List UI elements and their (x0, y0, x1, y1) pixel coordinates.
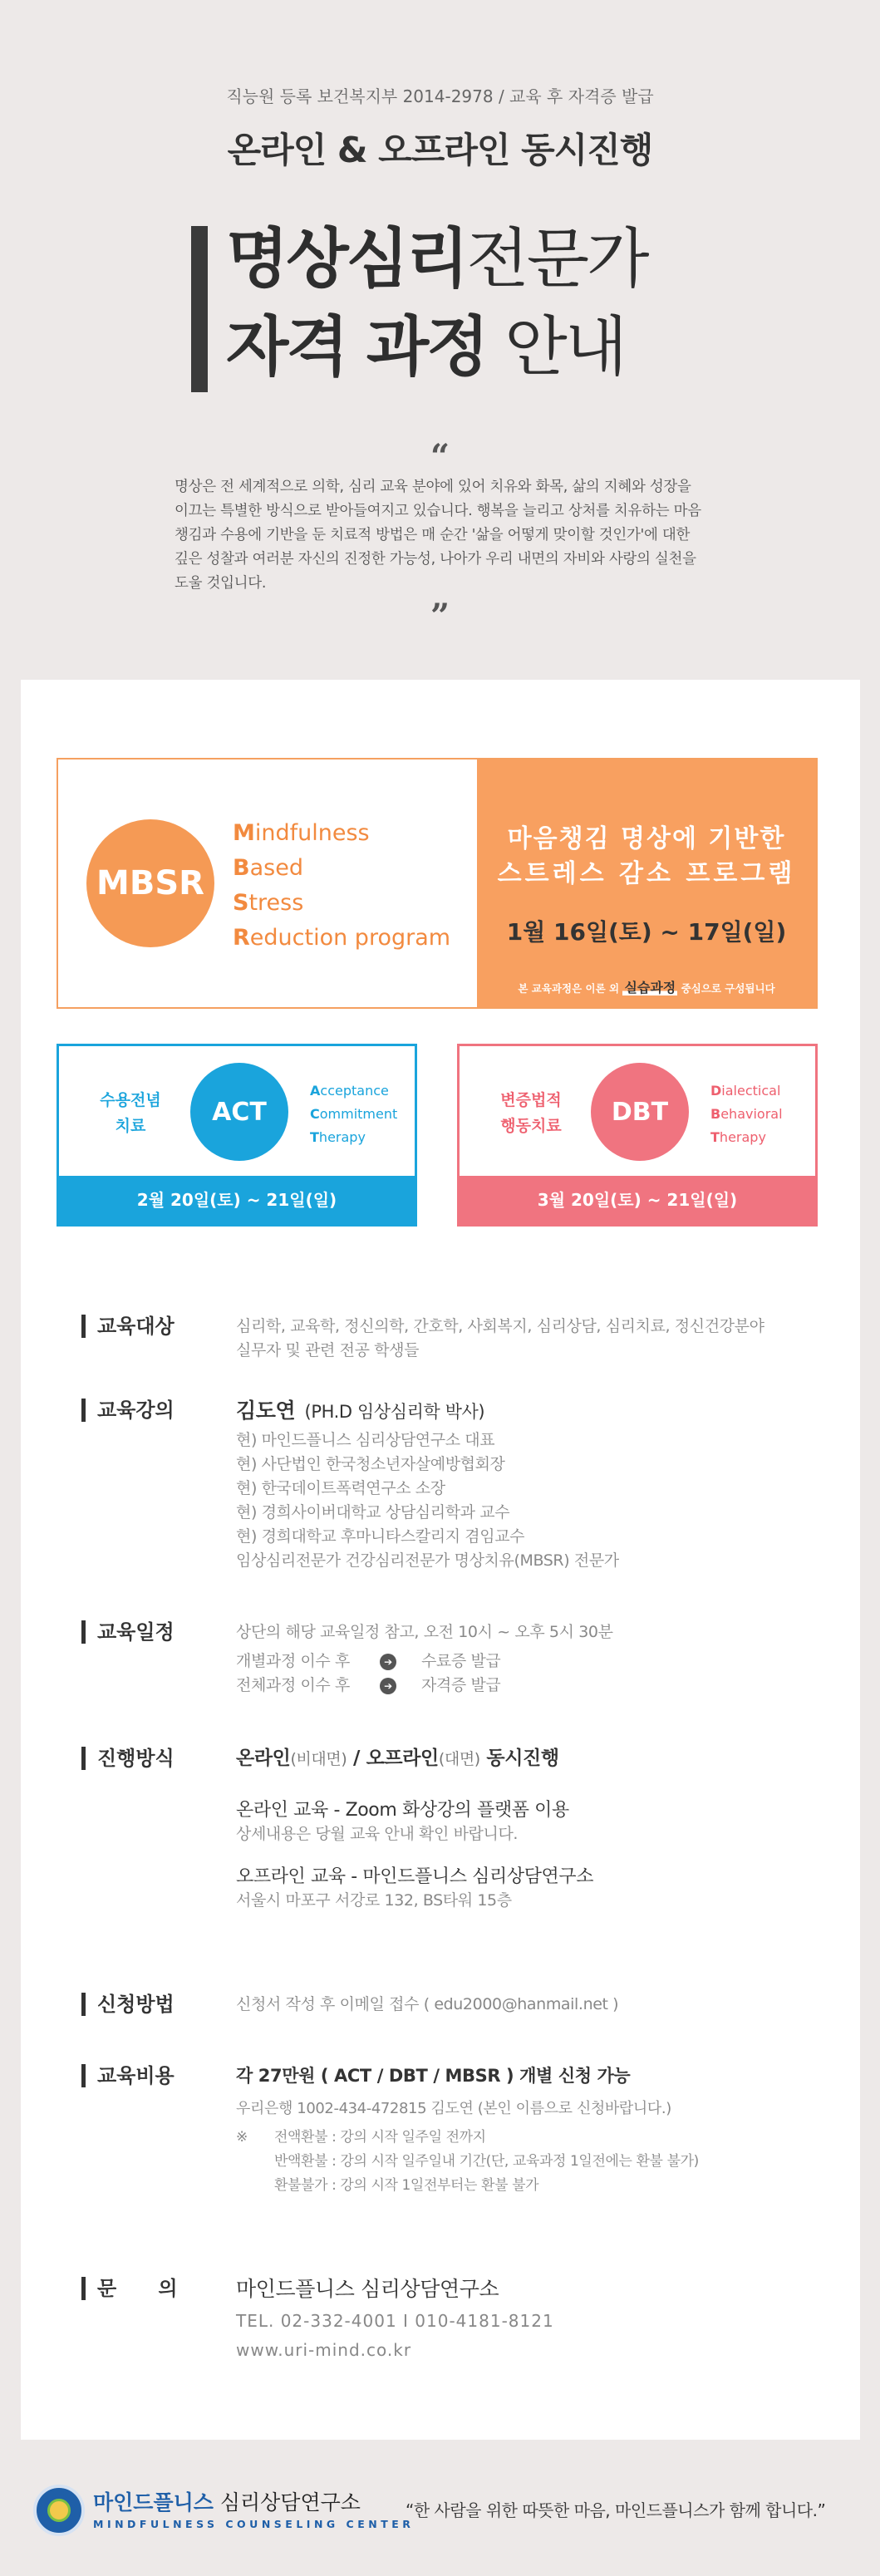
act-program-box (57, 1044, 417, 1227)
fee-account: 우리은행 1002-434-472815 김도연 (본인 이름으로 신청바랍니다.) (236, 2100, 671, 2117)
footer-center-name: 마인드플니스 심리상담연구소 (93, 2490, 361, 2515)
mbsr-program-box (57, 758, 818, 1009)
intro-text: 명상은 전 세계적으로 의학, 심리 교육 분야에 있어 치유와 화목, 삶의 지혜와 성장을 이끄는 특별한 방식으로 받아들여지고 있습니다. 행복을 늘리고 상처를 치유하는 마음챙김과 수용에 기반을 둔 치료적 방법은 매 순간 '삶을 어떻게 맞이할 것인가'에 대한 깊은 성찰과 여러분 자신의 진정한 가능성, 나아가 우리 내면의 자비와 사랑의 실천을 도울 것입니다. (175, 479, 701, 592)
info-lecturer-content (236, 1399, 809, 1573)
contact-website-link[interactable]: www.uri-mind.co.kr (236, 2340, 412, 2360)
info-method-content: 온라인(비대면) / 오프라인(대면) 동시진행 온라인 교육 - Zoom 화상강의 플랫폼 이용 상세내용은 당월 교육 안내 확인 바랍니다. 오프라인 교육 - 마인드플니스 심리상담연구소 서울시 마포구 서강로 132, BS타워 15층 (236, 1747, 809, 1913)
arrow-right-icon: ➔ (380, 1678, 396, 1694)
offline-title: 오프라인 교육 - 마인드플니스 심리상담연구소 (236, 1866, 594, 1887)
schedule-row: 전체과정 이수 후 ➔ 자격증 발급 (236, 1676, 501, 1694)
info-apply-content: 신청서 작성 후 이메일 접수 ( edu2000@hanmail.net ) (236, 1995, 619, 2013)
act-badge: ACT (190, 1063, 288, 1161)
mbsr-word: Reduction program (233, 925, 451, 951)
mbsr-right-panel (477, 760, 816, 1007)
offline-desc: 서울시 마포구 서강로 132, BS타워 15층 (236, 1891, 512, 1910)
dbt-korean-name: 변증법적 행동치료 (500, 1091, 562, 1135)
mbsr-title-1: 마음챙김 명상에 기반한 (507, 824, 786, 853)
mbsr-word: Mindfulness (233, 820, 370, 846)
footer-center-name-en: MINDFULNESS COUNSELING CENTER (93, 2518, 415, 2530)
lecturer-career: 현) 한국데이트폭력연구소 소장 (236, 1479, 445, 1497)
info-method-label: 진행방식 (81, 1747, 175, 1770)
mbsr-note-highlight: 실습과정 (624, 980, 676, 995)
center-logo-icon (33, 2485, 85, 2536)
contact-name: 마인드플니스 심리상담연구소 (236, 2277, 499, 2301)
mbsr-date: 1월 16일(토) ~ 17일(일) (506, 918, 787, 946)
title-light-1: 전문가 (466, 222, 647, 297)
title-accent-bar (191, 226, 208, 392)
lecturer-degree: (PH.D 임상심리학 박사) (304, 1402, 485, 1422)
info-contact-label: 문 의 (81, 2277, 178, 2300)
contact-tel[interactable]: TEL. 02-332-4001 I 010-4181-8121 (236, 2311, 554, 2331)
registration-info: 직능원 등록 보건복지부 2014-2978 / 교육 후 자격증 발급 (226, 86, 654, 106)
info-target-content: 심리학, 교육학, 정신의학, 간호학, 사회복지, 심리상담, 심리치료, 정신건강분야 실무자 및 관련 전공 학생들 (236, 1317, 764, 1359)
info-target-label: 교육대상 (81, 1315, 175, 1338)
page-title-line1 (226, 218, 646, 301)
info-fee-content (236, 2064, 809, 2198)
lecturer-career: 현) 사단법인 한국청소년자살예방협회장 (236, 1455, 505, 1473)
footer-slogan: “한 사람을 위한 따뜻한 마음, 마인드플니스가 함께 합니다.” (406, 2500, 826, 2520)
title-light-2: 안내 (486, 310, 626, 385)
dbt-program-box (457, 1044, 818, 1227)
mbsr-badge: MBSR (86, 819, 214, 947)
arrow-right-icon: ➔ (380, 1654, 396, 1670)
schedule-main: 상단의 해당 교육일정 참고, 오전 10시 ~ 오후 5시 30분 (236, 1623, 613, 1641)
mbsr-left-panel (58, 760, 477, 1007)
schedule-row: 개별과정 이수 후 ➔ 수료증 발급 (236, 1652, 501, 1670)
mbsr-note: 본 교육과정은 이론 외 실습과정 중심으로 구성됩니다 (518, 980, 775, 995)
page-title-line2 (226, 306, 625, 389)
info-apply-label: 신청방법 (81, 1993, 175, 2016)
quote-open-icon: “ (430, 437, 450, 476)
dbt-date: 3월 20일(토) ~ 21일(일) (460, 1176, 815, 1224)
headline: 온라인 & 오프라인 동시진행 (227, 130, 653, 170)
info-schedule-label: 교육일정 (81, 1620, 175, 1644)
lecturer-career: 현) 경희대학교 후마니타스칼리지 겸임교수 (236, 1527, 525, 1546)
refund-mark: ※ (236, 2129, 248, 2146)
lecturer-name: 김도연 (236, 1399, 296, 1423)
lecturer-career: 현) 마인드플니스 심리상담연구소 대표 (236, 1431, 495, 1449)
act-acronym-words: Acceptance Commitment Therapy (310, 1083, 398, 1145)
dbt-badge: DBT (591, 1063, 689, 1161)
info-schedule-content (236, 1620, 809, 1698)
lecturer-career: 임상심리전문가 건강심리전문가 명상치유(MBSR) 전문가 (236, 1551, 619, 1570)
info-fee-label: 교육비용 (81, 2064, 175, 2087)
dbt-acronym-words: Dialectical Behavioral Therapy (710, 1083, 783, 1145)
lecturer-career: 현) 경희사이버대학교 상담심리학과 교수 (236, 1503, 510, 1522)
info-contact-content (236, 2277, 809, 2362)
title-bold-2: 자격 과정 (226, 310, 487, 385)
mbsr-acronym-words (233, 816, 450, 956)
mbsr-title-2: 스트레스 감소 프로그램 (497, 859, 796, 888)
quote-close-icon: ” (430, 597, 450, 636)
mbsr-word: Based (233, 855, 303, 881)
act-date: 2월 20일(토) ~ 21일(일) (59, 1176, 415, 1224)
act-korean-name: 수용전념 치료 (100, 1091, 161, 1135)
mbsr-word: Stress (233, 890, 304, 916)
title-bold-1: 명상심리 (226, 222, 467, 297)
online-title: 온라인 교육 - Zoom 화상강의 플랫폼 이용 (236, 1800, 569, 1821)
refund-policy: ※ 전액환불 : 강의 시작 일주일 전까지 반액환불 : 강의 시작 일주일내 기간(단, 교육과정 1일전에는 환불 불가) 환불불가 : 강의 시작 1일전부터는 환불 불가 (236, 2126, 809, 2198)
info-lecturer-label: 교육강의 (81, 1399, 175, 1422)
online-desc: 상세내용은 당월 교육 안내 확인 바랍니다. (236, 1825, 519, 1843)
fee-main: 각 27만원 ( ACT / DBT / MBSR ) 개별 신청 가능 (236, 2066, 631, 2086)
